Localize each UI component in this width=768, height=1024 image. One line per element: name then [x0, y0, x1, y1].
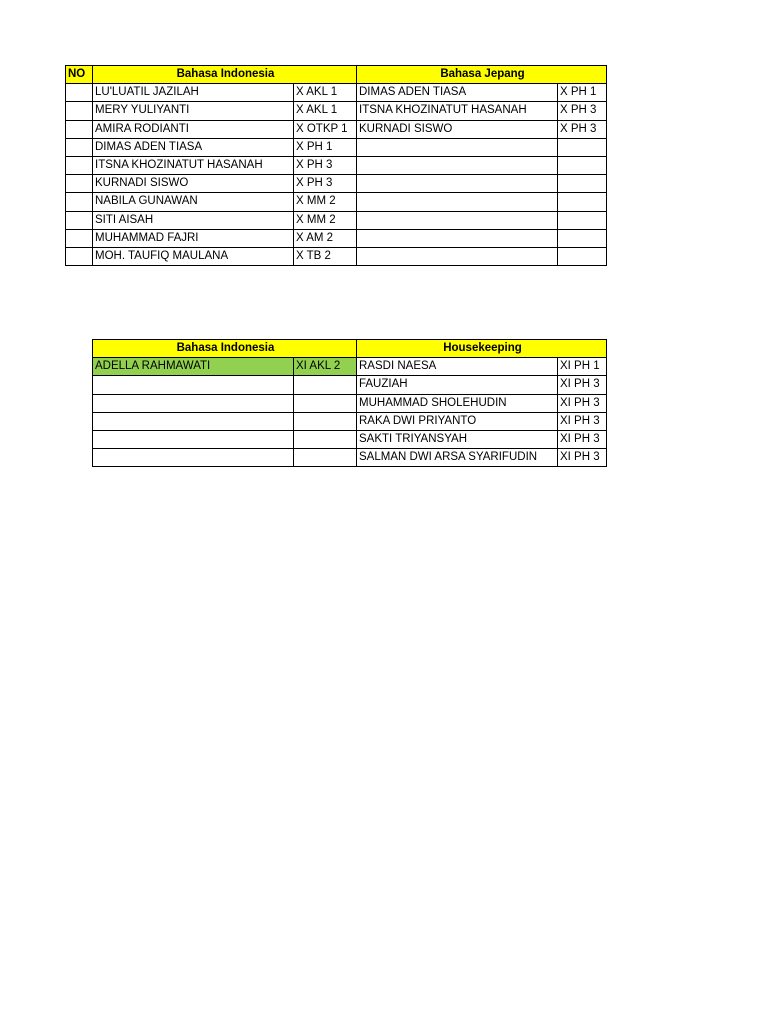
cell-left-class: X PH 3: [294, 175, 357, 193]
table-row: [66, 120, 607, 138]
cell-left-class: X OTKP 1: [294, 120, 357, 138]
table-row: [66, 84, 607, 102]
cell-left-name: [93, 394, 294, 412]
table-row: [93, 376, 607, 394]
cell-right-class: XI PH 3: [558, 412, 607, 430]
cell-right-class: XI PH 3: [558, 449, 607, 467]
cell-right-class: [558, 175, 607, 193]
cell-right-name: KURNADI SISWO: [357, 120, 558, 138]
cell-left-class: X MM 2: [294, 193, 357, 211]
cell-right-name: DIMAS ADEN TIASA: [357, 84, 558, 102]
table-row: [66, 229, 607, 247]
cell-right-class: [558, 156, 607, 174]
cell-right-class: [558, 193, 607, 211]
cell-right-class: [558, 229, 607, 247]
cell-left-class: X AKL 1: [294, 102, 357, 120]
cell-right-name: SAKTI TRIYANSYAH: [357, 430, 558, 448]
cell-left-name: [93, 376, 294, 394]
cell-right-name: [357, 211, 558, 229]
cell-left-name: ITSNA KHOZINATUT HASANAH: [93, 156, 294, 174]
table-row: [66, 193, 607, 211]
cell-right-class: XI PH 3: [558, 376, 607, 394]
table-row: [93, 358, 607, 376]
table-row: [66, 247, 607, 265]
table-bahasa-indonesia-housekeeping: [92, 339, 607, 467]
cell-left-name: MOH. TAUFIQ MAULANA: [93, 247, 294, 265]
cell-right-name: [357, 156, 558, 174]
cell-left-class: X MM 2: [294, 211, 357, 229]
cell-left-name: MUHAMMAD FAJRI: [93, 229, 294, 247]
cell-left-class: X TB 2: [294, 247, 357, 265]
cell-left-name: KURNADI SISWO: [93, 175, 294, 193]
cell-right-name: RASDI NAESA: [357, 358, 558, 376]
cell-right-name: ITSNA KHOZINATUT HASANAH: [357, 102, 558, 120]
cell-right-name: SALMAN DWI ARSA SYARIFUDIN: [357, 449, 558, 467]
cell-right-class: [558, 247, 607, 265]
cell-right-class: X PH 3: [558, 120, 607, 138]
cell-no: [66, 175, 93, 193]
header-bahasa-indonesia: Bahasa Indonesia: [93, 340, 357, 358]
cell-right-name: [357, 138, 558, 156]
cell-right-name: FAUZIAH: [357, 376, 558, 394]
cell-left-name: [93, 449, 294, 467]
table-header-row: [66, 66, 607, 84]
table-row: [66, 175, 607, 193]
table-header-row: [93, 340, 607, 358]
table-row: [66, 156, 607, 174]
table-row: [66, 102, 607, 120]
cell-no: [66, 84, 93, 102]
header-bahasa-jepang: Bahasa Jepang: [357, 66, 607, 84]
cell-right-class: [558, 138, 607, 156]
header-bahasa-indonesia: Bahasa Indonesia: [93, 66, 357, 84]
cell-right-class: XI PH 3: [558, 430, 607, 448]
cell-left-class: [294, 376, 357, 394]
cell-left-name: [93, 412, 294, 430]
cell-left-class-highlighted: XI AKL 2: [294, 358, 357, 376]
cell-left-name: MERY YULIYANTI: [93, 102, 294, 120]
table-row: [93, 430, 607, 448]
cell-right-class: XI PH 1: [558, 358, 607, 376]
cell-no: [66, 156, 93, 174]
cell-right-name: [357, 193, 558, 211]
header-housekeeping: Housekeeping: [357, 340, 607, 358]
cell-no: [66, 229, 93, 247]
cell-left-name: [93, 430, 294, 448]
cell-left-class: [294, 449, 357, 467]
cell-right-class: XI PH 3: [558, 394, 607, 412]
cell-right-name: MUHAMMAD SHOLEHUDIN: [357, 394, 558, 412]
cell-right-class: X PH 1: [558, 84, 607, 102]
cell-left-class: X PH 1: [294, 138, 357, 156]
table-row: [66, 211, 607, 229]
header-no: NO: [66, 66, 93, 84]
cell-right-name: [357, 229, 558, 247]
cell-left-name: AMIRA RODIANTI: [93, 120, 294, 138]
cell-left-name: DIMAS ADEN TIASA: [93, 138, 294, 156]
table-bahasa-indonesia-jepang: [65, 65, 607, 266]
cell-left-class: [294, 412, 357, 430]
cell-no: [66, 120, 93, 138]
cell-right-name: RAKA DWI PRIYANTO: [357, 412, 558, 430]
cell-no: [66, 102, 93, 120]
cell-no: [66, 211, 93, 229]
cell-right-name: [357, 247, 558, 265]
cell-no: [66, 247, 93, 265]
cell-right-class: [558, 211, 607, 229]
cell-no: [66, 193, 93, 211]
cell-left-class: X AKL 1: [294, 84, 357, 102]
cell-left-class: [294, 430, 357, 448]
table-row: [66, 138, 607, 156]
cell-left-class: X AM 2: [294, 229, 357, 247]
cell-no: [66, 138, 93, 156]
table-row: [93, 394, 607, 412]
cell-left-name: SITI AISAH: [93, 211, 294, 229]
cell-left-name-highlighted: ADELLA RAHMAWATI: [93, 358, 294, 376]
table-row: [93, 449, 607, 467]
cell-left-class: X PH 3: [294, 156, 357, 174]
cell-left-name: LU'LUATIL JAZILAH: [93, 84, 294, 102]
table-row: [93, 412, 607, 430]
cell-right-name: [357, 175, 558, 193]
cell-left-name: NABILA GUNAWAN: [93, 193, 294, 211]
cell-right-class: X PH 3: [558, 102, 607, 120]
cell-left-class: [294, 394, 357, 412]
